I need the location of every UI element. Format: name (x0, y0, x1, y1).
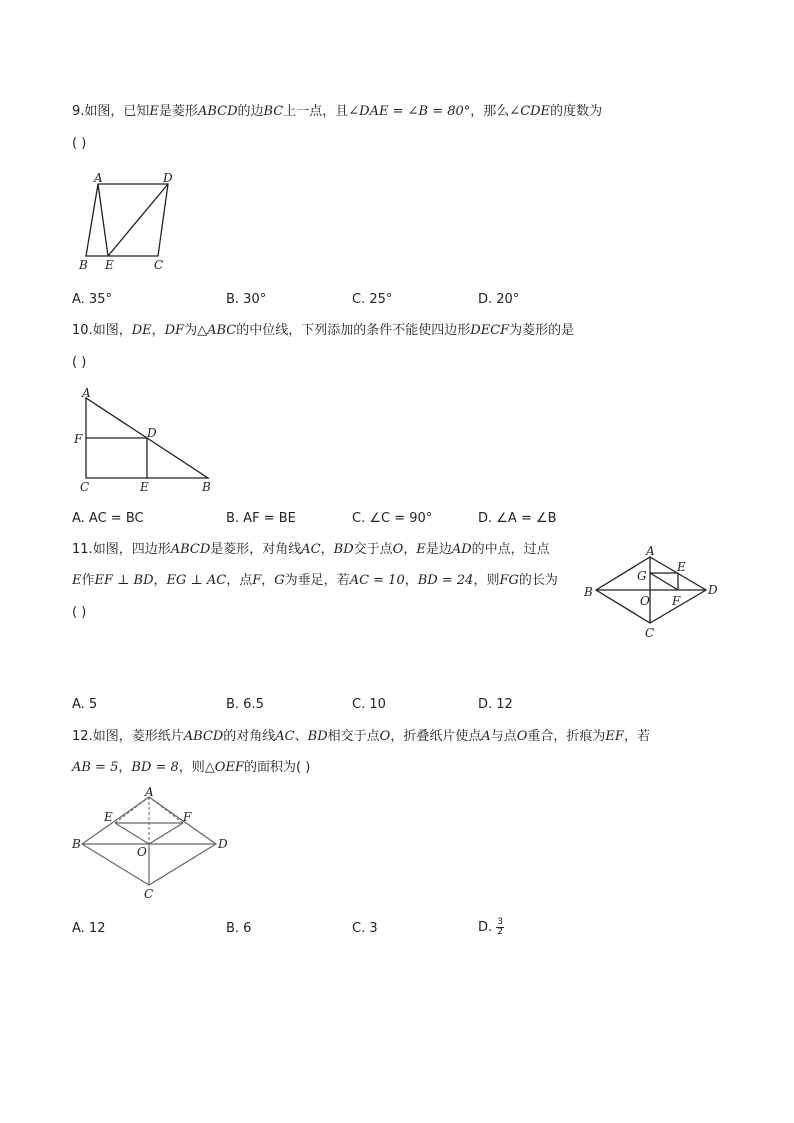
stem-text: ， (403, 542, 417, 557)
stem-text: ，点 (226, 573, 253, 588)
answer-blank: ( ) (72, 605, 87, 620)
stem-text: ，折叠纸片使点 (390, 729, 482, 744)
stem-text: 为垂足，若 (284, 573, 350, 588)
option-c[interactable]: C. 25° (352, 292, 393, 307)
stem-math: F (252, 573, 262, 588)
stem-text: 如图， (92, 323, 132, 338)
figure-label-E: E (677, 560, 686, 574)
stem-math: G (274, 573, 285, 588)
stem-text: ，那么 (470, 104, 510, 119)
figure-label-E: E (104, 810, 113, 824)
fraction (496, 918, 504, 937)
stem-text: 的中位线，下列添加的条件不能使四边形 (236, 323, 471, 338)
stem-math: △OEF (204, 760, 244, 775)
stem-math: O (379, 729, 391, 744)
stem-math: ABCD (197, 104, 238, 119)
stem-math: ∠DAE = ∠B = 80° (348, 104, 471, 119)
option-a[interactable]: A. 5 (72, 697, 98, 712)
option-c[interactable]: C. ∠C = 90° (352, 511, 433, 526)
stem-text: 交于点 (353, 542, 393, 557)
figure-label-A: A (82, 386, 91, 400)
stem-text: 的中点，过点 (471, 542, 550, 557)
stem-math: O (392, 542, 404, 557)
figure-label-D: D (218, 837, 228, 851)
stem-text: ，若 (623, 729, 650, 744)
stem-text: 为 (184, 323, 198, 338)
answer-blank: ( ) (72, 136, 87, 151)
option-b[interactable]: B. 30° (226, 292, 267, 307)
stem-text: 上一点，且 (283, 104, 349, 119)
stem-text: 与点 (490, 729, 517, 744)
stem-math: EG ⊥ AC (166, 573, 227, 588)
figure-label-C: C (645, 626, 655, 640)
stem-math: BD (307, 729, 328, 744)
answer-blank: ( ) (72, 355, 87, 370)
stem-text: ， (151, 323, 165, 338)
stem-text: ， (118, 760, 132, 775)
figure-label-A: A (94, 171, 103, 185)
stem-math: E (72, 573, 82, 588)
stem-text: ， (404, 573, 418, 588)
stem-math: AC (301, 542, 321, 557)
option-a[interactable]: A. 35° (72, 292, 112, 307)
figure-label-D: D (147, 426, 157, 440)
stem-text: ，则 (178, 760, 205, 775)
fraction-numerator: 3 (497, 917, 504, 927)
stem-math: ABCD (183, 729, 224, 744)
option-d-label: D. (478, 920, 493, 935)
stem-text: ， (320, 542, 334, 557)
stem-text: 相交于点 (327, 729, 380, 744)
question-number: 10. (72, 323, 93, 338)
option-c[interactable]: C. 10 (352, 697, 386, 712)
stem-text: 重合，折痕为 (527, 729, 606, 744)
fraction-denominator: 2 (497, 927, 504, 937)
figure-label-F: F (672, 594, 681, 608)
stem-text: 如图，四边形 (92, 542, 171, 557)
stem-math: A (481, 729, 491, 744)
figure-label-D: D (163, 171, 173, 185)
stem-text: 的边 (237, 104, 264, 119)
figure-label-O: O (640, 594, 650, 608)
stem-text: 如图，菱形纸片 (92, 729, 184, 744)
stem-math: DF (164, 323, 185, 338)
option-d[interactable]: D. 12 (478, 697, 513, 712)
option-b[interactable]: B. 6.5 (226, 697, 264, 712)
stem-text: 的对角线 (223, 729, 276, 744)
option-a[interactable]: A. AC = BC (72, 511, 144, 526)
stem-math: BD = 8 (131, 760, 179, 775)
figure-label-C: C (154, 258, 164, 272)
option-a[interactable]: A. 12 (72, 921, 106, 936)
stem-math: O (516, 729, 528, 744)
stem-math: ABCD (170, 542, 211, 557)
figure-label-F: F (74, 432, 83, 446)
option-b[interactable]: B. 6 (226, 921, 252, 936)
stem-text: 为菱形的是 (509, 323, 575, 338)
stem-text: 如图，已知 (84, 104, 150, 119)
figure-label-D: D (708, 583, 718, 597)
figure-label-A: A (145, 785, 154, 799)
stem-text: 是边 (425, 542, 452, 557)
question-number: 9. (72, 104, 85, 119)
figure-label-A: A (646, 544, 655, 558)
question-number: 11. (72, 542, 93, 557)
figure-label-C: C (80, 480, 90, 494)
figure-label-E: E (105, 258, 114, 272)
stem-math: AC (275, 729, 295, 744)
stem-text: 是菱形 (158, 104, 198, 119)
stem-math: EF (605, 729, 624, 744)
option-b[interactable]: B. AF = BE (226, 511, 296, 526)
stem-math: E (416, 542, 426, 557)
option-d[interactable] (478, 918, 504, 937)
stem-math: DE (131, 323, 152, 338)
stem-text: 是菱形，对角线 (210, 542, 302, 557)
stem-text: ， (153, 573, 167, 588)
stem-text: 的面积为( ) (243, 760, 311, 775)
stem-math: AB = 5 (72, 760, 119, 775)
stem-math: △ABC (197, 323, 237, 338)
figure-label-E: E (140, 480, 149, 494)
stem-text: 作 (81, 573, 95, 588)
option-d[interactable]: D. 20° (478, 292, 520, 307)
stem-math: FG (499, 573, 519, 588)
figure-label-B: B (72, 837, 81, 851)
figure-label-O: O (137, 845, 147, 859)
question-number: 12. (72, 729, 93, 744)
figure-label-B: B (202, 480, 211, 494)
option-c[interactable]: C. 3 (352, 921, 378, 936)
stem-math: AC = 10 (349, 573, 405, 588)
stem-text: 、 (294, 729, 308, 744)
option-d[interactable]: D. ∠A = ∠B (478, 511, 557, 526)
stem-math: DECF (470, 323, 510, 338)
stem-math: E (149, 104, 159, 119)
stem-math: BD (333, 542, 354, 557)
stem-math: BD = 24 (417, 573, 474, 588)
stem-math: AD (451, 542, 472, 557)
figure-label-G: G (637, 569, 647, 583)
stem-math: EF ⊥ BD (94, 573, 154, 588)
stem-text: 的度数为 (550, 104, 603, 119)
figure-label-C: C (144, 887, 154, 901)
stem-math: BC (263, 104, 284, 119)
figure-label-B: B (584, 585, 593, 599)
figure-label-B: B (79, 258, 88, 272)
stem-math: ∠CDE (509, 104, 551, 119)
figure-label-F: F (183, 810, 192, 824)
stem-text: ，则 (473, 573, 500, 588)
stem-text: 的长为 (518, 573, 558, 588)
stem-text: ， (261, 573, 275, 588)
